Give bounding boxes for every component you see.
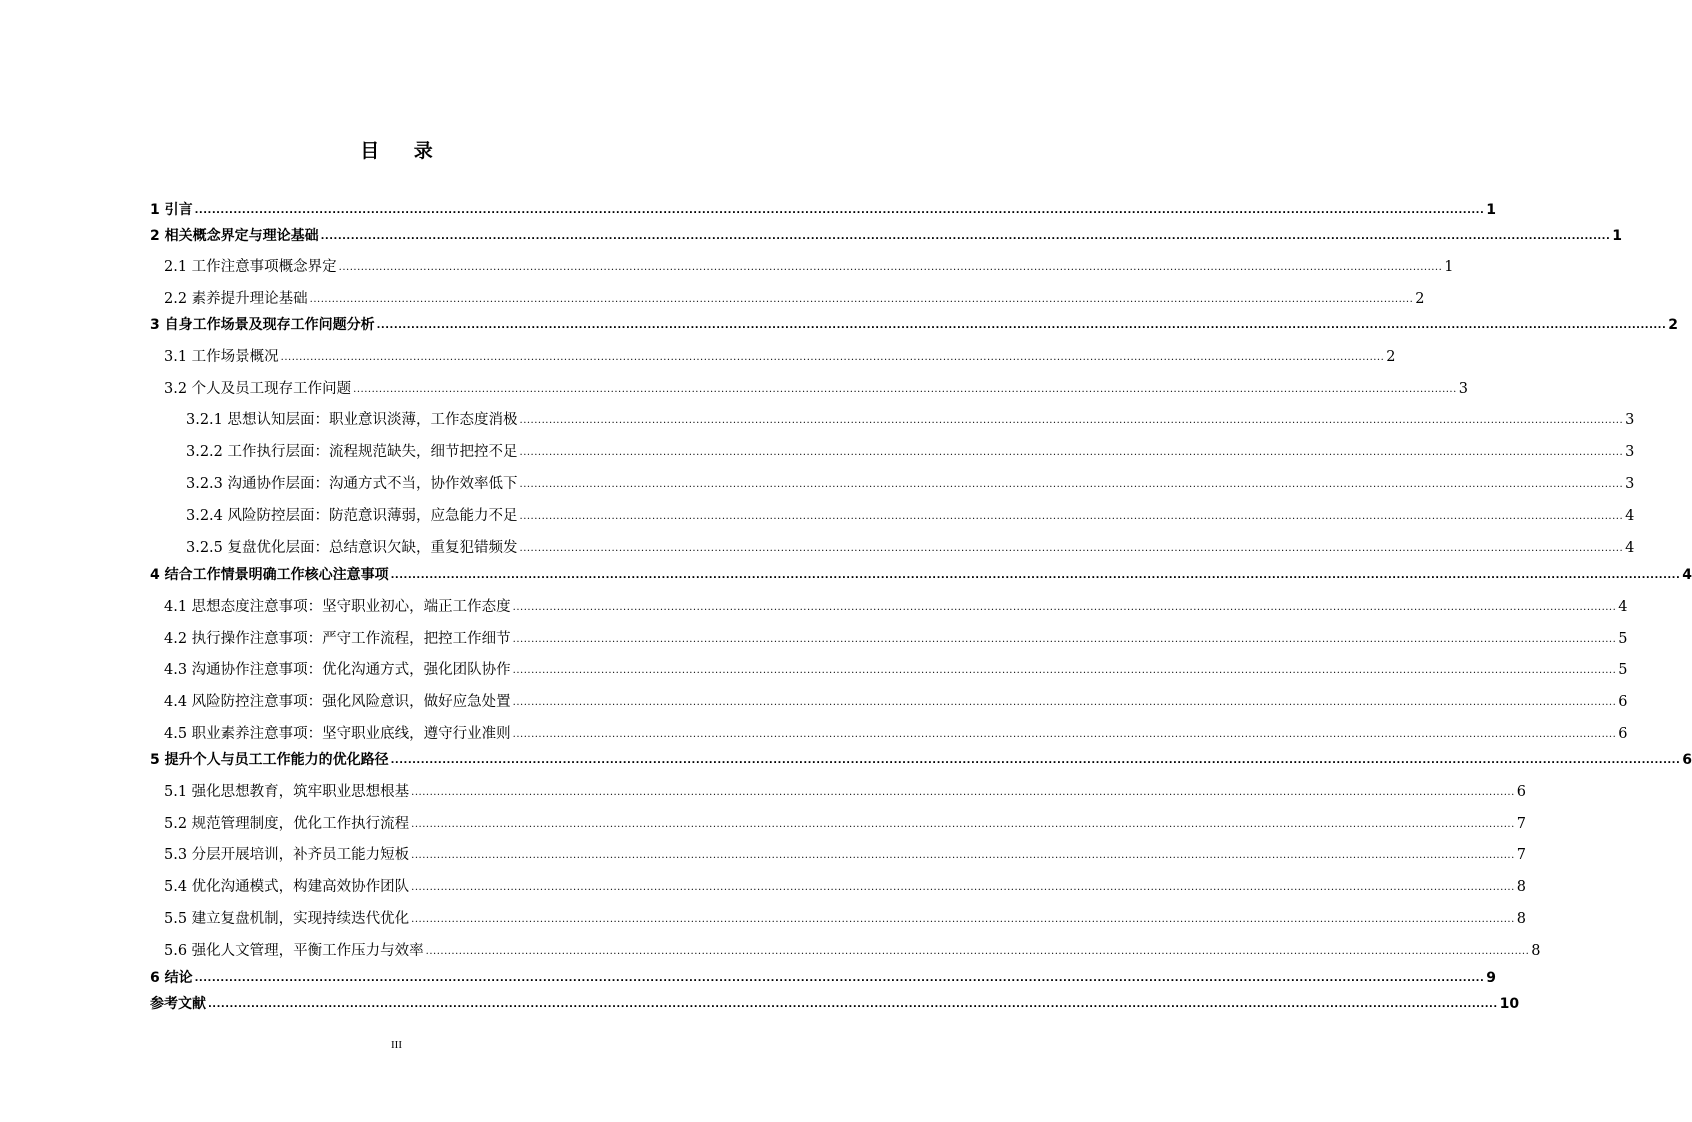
toc-entry-title: 2 相关概念界定与理论基础 (150, 228, 319, 244)
toc-entry[interactable] (150, 964, 1497, 988)
toc-entry-title: 5.6 强化人文管理，平衡工作压力与效率 (164, 943, 424, 959)
toc-leader-dots: ............................................................................................................................................................................................................................................................................................................ (280, 352, 1385, 363)
toc-entry[interactable] (150, 746, 1692, 770)
toc-leader-dots: ............................................................................................................................................................................................................................................................................................................ (425, 946, 1530, 957)
toc-entry[interactable] (186, 502, 1635, 526)
toc-leader-dots: ............................................................................................................................................................................................................................................................................................................ (519, 415, 1624, 426)
toc-entry[interactable] (164, 810, 1527, 834)
toc-entry-title: 3 自身工作场景及现存工作问题分析 (150, 317, 375, 333)
toc-entry-page: 3 (1625, 476, 1635, 492)
toc-entry-page: 7 (1516, 847, 1527, 863)
toc-leader-dots: ............................................................................................................................................................................................................................................................................................................ (512, 602, 1617, 613)
toc-leader-dots: ............................................................................................................................................................................................................................................................................................................ (194, 205, 1485, 216)
toc-entry[interactable] (186, 438, 1635, 462)
toc-entry-page: 6 (1516, 784, 1527, 800)
toc-leader-dots: ............................................................................................................................................................................................................................................................................................................ (411, 882, 1515, 893)
toc-entry-title: 5.2 规范管理制度，优化工作执行流程 (164, 816, 410, 832)
toc-entry[interactable] (186, 470, 1635, 494)
toc-entry-title: 4.2 执行操作注意事项：严守工作流程，把控工作细节 (164, 631, 511, 647)
toc-leader-dots: ............................................................................................................................................................................................................................................................................................................ (519, 447, 1624, 458)
toc-entry-page: 2 (1386, 349, 1396, 365)
toc-title: 目 录 (360, 140, 447, 162)
toc-entry[interactable] (164, 375, 1469, 399)
toc-entry-page: 4 (1625, 508, 1635, 524)
toc-entry-title: 3.2.4 风险防控层面：防范意识薄弱，应急能力不足 (186, 508, 518, 524)
toc-entry[interactable] (150, 990, 1520, 1014)
toc-entry-title: 3.2 个人及员工现存工作问题 (164, 381, 352, 397)
toc-entry-title: 3.1 工作场景概况 (164, 349, 279, 365)
toc-entry-page: 1 (1486, 202, 1497, 218)
toc-entry[interactable] (164, 285, 1425, 309)
toc-leader-dots: ............................................................................................................................................................................................................................................................................................................ (411, 914, 1515, 925)
toc-leader-dots: ............................................................................................................................................................................................................................................................................................................ (519, 479, 1624, 490)
toc-leader-dots: ............................................................................................................................................................................................................................................................................................................ (512, 665, 1617, 676)
toc-leader-dots: ............................................................................................................................................................................................................................................................................................................ (320, 231, 1611, 242)
toc-entry-page: 2 (1668, 317, 1679, 333)
toc-entry-title: 5.1 强化思想教育，筑牢职业思想根基 (164, 784, 410, 800)
toc-entry-page: 10 (1499, 996, 1520, 1012)
toc-entry[interactable] (164, 905, 1527, 929)
toc-leader-dots: ............................................................................................................................................................................................................................................................................................................ (411, 850, 1515, 861)
toc-entry-title: 6 结论 (150, 970, 193, 986)
toc-entry-title: 2.1 工作注意事项概念界定 (164, 259, 337, 275)
toc-entry-page: 3 (1458, 381, 1469, 397)
toc-entry-title: 4.4 风险防控注意事项：强化风险意识，做好应急处置 (164, 694, 511, 710)
toc-entry[interactable] (164, 778, 1527, 802)
toc-entry[interactable] (164, 656, 1628, 680)
toc-entry-page: 2 (1415, 291, 1425, 307)
toc-leader-dots: ............................................................................................................................................................................................................................................................................................................ (309, 294, 1414, 305)
toc-entry-title: 4.1 思想态度注意事项：坚守职业初心，端正工作态度 (164, 599, 511, 615)
toc-entry-page: 6 (1618, 694, 1628, 710)
toc-leader-dots: ............................................................................................................................................................................................................................................................................................................ (390, 570, 1681, 581)
toc-entry-page: 4 (1682, 567, 1692, 583)
toc-leader-dots: ............................................................................................................................................................................................................................................................................................................ (512, 634, 1617, 645)
toc-entry-page: 3 (1625, 444, 1635, 460)
toc-entry-title: 4 结合工作情景明确工作核心注意事项 (150, 567, 389, 583)
toc-entry[interactable] (164, 253, 1454, 277)
toc-entry[interactable] (164, 841, 1527, 865)
toc-entry[interactable] (186, 534, 1635, 558)
toc-entry[interactable] (164, 593, 1628, 617)
toc-entry-title: 3.2.5 复盘优化层面：总结意识欠缺，重复犯错频发 (186, 540, 518, 556)
toc-entry[interactable] (164, 688, 1628, 712)
toc-entry-title: 5.4 优化沟通模式，构建高效协作团队 (164, 879, 410, 895)
toc-entry-title: 2.2 素养提升理论基础 (164, 291, 308, 307)
toc-entry-title: 1 引言 (150, 202, 193, 218)
page-number: III (391, 1039, 402, 1051)
toc-leader-dots: ............................................................................................................................................................................................................................................................................................................ (338, 262, 1443, 273)
toc-entry-page: 4 (1625, 540, 1635, 556)
toc-entry-page: 8 (1516, 879, 1527, 895)
toc-entry-page: 8 (1516, 911, 1527, 927)
toc-entry-page: 1 (1444, 259, 1454, 275)
toc-leader-dots: ............................................................................................................................................................................................................................................................................................................ (512, 697, 1617, 708)
toc-entry[interactable] (164, 343, 1396, 367)
toc-leader-dots: ............................................................................................................................................................................................................................................................................................................ (519, 511, 1624, 522)
toc-entry-title: 5.5 建立复盘机制，实现持续迭代优化 (164, 911, 410, 927)
toc-leader-dots: ............................................................................................................................................................................................................................................................................................................ (390, 755, 1681, 766)
toc-entry-title: 4.3 沟通协作注意事项：优化沟通方式，强化团队协作 (164, 662, 511, 678)
toc-leader-dots: ............................................................................................................................................................................................................................................................................................................ (512, 729, 1617, 740)
toc-leader-dots: ............................................................................................................................................................................................................................................................................................................ (411, 787, 1515, 798)
toc-entry[interactable] (150, 561, 1692, 585)
toc-entry-page: 4 (1618, 599, 1628, 615)
toc-entry-page: 3 (1625, 412, 1635, 428)
toc-entry-page: 1 (1612, 228, 1623, 244)
toc-entry[interactable] (186, 406, 1635, 430)
toc-entry-page: 8 (1531, 943, 1541, 959)
toc-leader-dots: ............................................................................................................................................................................................................................................................................................................ (194, 973, 1485, 984)
toc-entry-page: 6 (1618, 726, 1628, 742)
toc-entry[interactable] (164, 937, 1541, 961)
toc-entry[interactable] (150, 222, 1623, 246)
toc-entry[interactable] (164, 873, 1527, 897)
toc-entry-title: 5.3 分层开展培训，补齐员工能力短板 (164, 847, 410, 863)
toc-entry-page: 5 (1618, 631, 1628, 647)
toc-leader-dots: ............................................................................................................................................................................................................................................................................................................ (353, 384, 1457, 395)
toc-entry-title: 参考文献 (150, 996, 206, 1012)
toc-entry[interactable] (164, 720, 1628, 744)
toc-entry-page: 6 (1682, 752, 1692, 768)
toc-leader-dots: ............................................................................................................................................................................................................................................................................................................ (519, 543, 1624, 554)
toc-entry-page: 9 (1486, 970, 1497, 986)
toc-entry-page: 7 (1516, 816, 1527, 832)
toc-entry[interactable] (150, 311, 1679, 335)
toc-entry[interactable] (150, 196, 1497, 220)
toc-entry-page: 5 (1618, 662, 1628, 678)
toc-entry-title: 3.2.1 思想认知层面：职业意识淡薄，工作态度消极 (186, 412, 518, 428)
toc-entry-title: 4.5 职业素养注意事项：坚守职业底线，遵守行业准则 (164, 726, 511, 742)
toc-leader-dots: ............................................................................................................................................................................................................................................................................................................ (376, 320, 1667, 331)
toc-entry-title: 3.2.2 工作执行层面：流程规范缺失，细节把控不足 (186, 444, 518, 460)
toc-entry-title: 3.2.3 沟通协作层面：沟通方式不当，协作效率低下 (186, 476, 518, 492)
toc-leader-dots: ............................................................................................................................................................................................................................................................................................................ (208, 999, 1498, 1010)
toc-entry[interactable] (164, 625, 1628, 649)
toc-entry-title: 5 提升个人与员工工作能力的优化路径 (150, 752, 389, 768)
toc-leader-dots: ............................................................................................................................................................................................................................................................................................................ (411, 819, 1515, 830)
